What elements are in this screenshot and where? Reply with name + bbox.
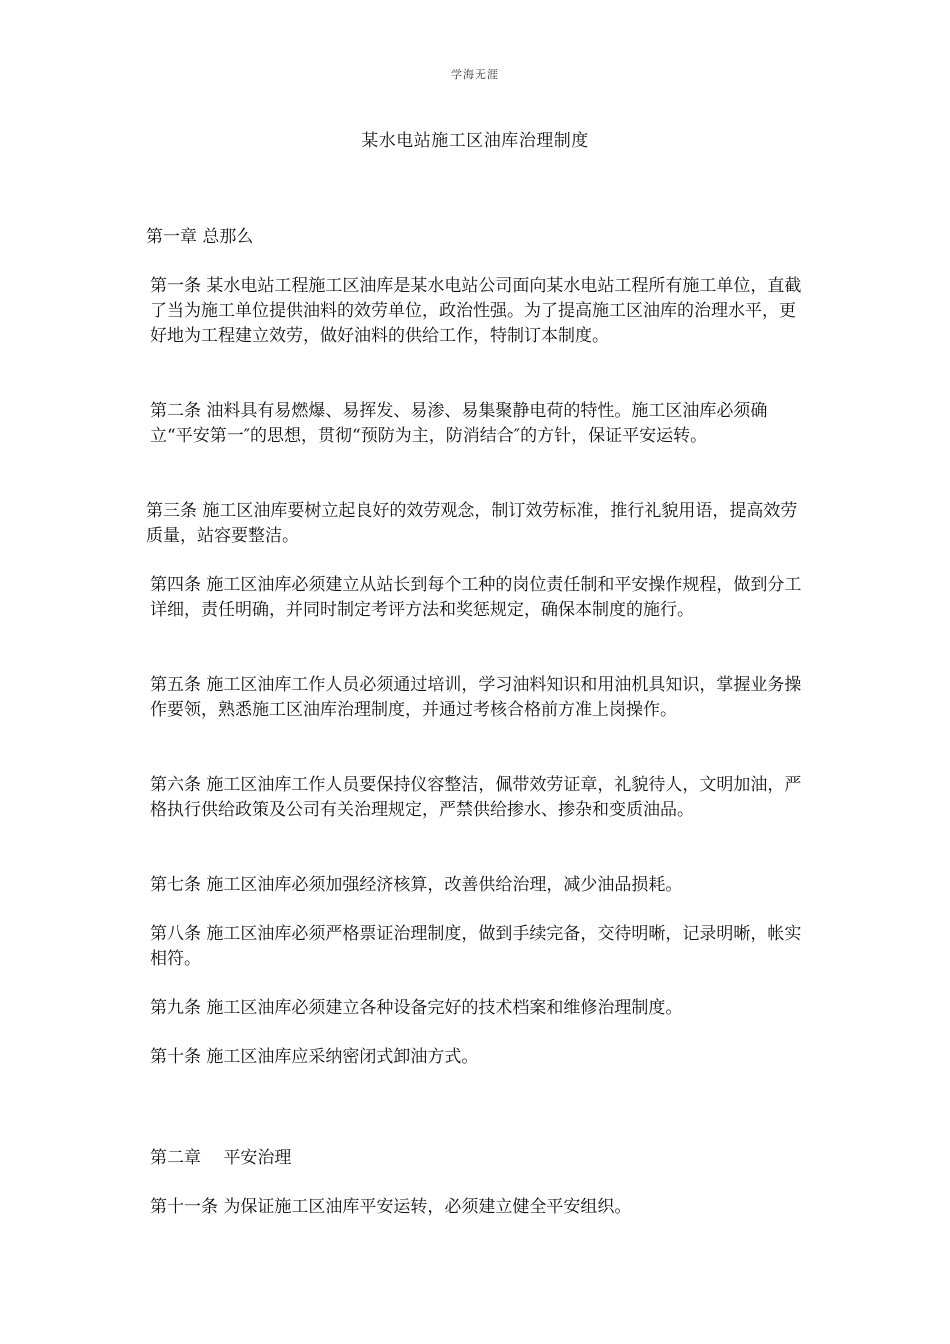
article-9: 第九条 施工区油库必须建立各种设备完好的技术档案和维修治理制度。 xyxy=(150,998,683,1018)
article-8: 第八条 施工区油库必须严格票证治理制度，做到手续完备，交待明晰，记录明晰，帐实相符。 xyxy=(150,924,802,969)
article-7: 第七条 施工区油库必须加强经济核算，改善供给治理，减少油品损耗。 xyxy=(150,875,683,895)
article-3: 第三条 施工区油库要树立起良好的效劳观念，制订效劳标准，推行礼貌用语，提高效劳质量，站容要整洁。 xyxy=(146,501,798,546)
article-6: 第六条 施工区油库工作人员要保持仪容整洁，佩带效劳证章，礼貌待人，文明加油，严格执行供给政策及公司有关治理规定，严禁供给掺水、掺杂和变质油品。 xyxy=(150,775,802,820)
article-11: 第十一条 为保证施工区油库平安运转，必须建立健全平安组织。 xyxy=(150,1197,632,1217)
document-title: 某水电站施工区油库治理制度 xyxy=(361,131,589,151)
article-1: 第一条 某水电站工程施工区油库是某水电站公司面向某水电站工程所有施工单位，直截了当为施工单位提供油料的效劳单位，政治性强。为了提高施工区油库的治理水平，更好地为工程建立效劳，做好油料的供给工作，特制订本制度。 xyxy=(150,276,802,346)
chapter-2-heading: 第二章 平安治理 xyxy=(150,1148,292,1168)
article-4: 第四条 施工区油库必须建立从站长到每个工种的岗位责任制和平安操作规程，做到分工详细，责任明确，并同时制定考评方法和奖惩规定，确保本制度的施行。 xyxy=(150,575,802,620)
article-2: 第二条 油料具有易燃爆、易挥发、易渗、易集聚静电荷的特性。施工区油库必须确立“平安第一″的思想，贯彻“预防为主，防消结合″的方针，保证平安运转。 xyxy=(150,401,768,446)
page-header: 学海无涯 xyxy=(451,68,499,81)
article-5: 第五条 施工区油库工作人员必须通过培训，学习油料知识和用油机具知识，掌握业务操作要领，熟悉施工区油库治理制度，并通过考核合格前方准上岗操作。 xyxy=(150,675,802,720)
article-10: 第十条 施工区油库应采纳密闭式卸油方式。 xyxy=(150,1047,479,1067)
chapter-1-heading: 第一章 总那么 xyxy=(146,227,254,247)
